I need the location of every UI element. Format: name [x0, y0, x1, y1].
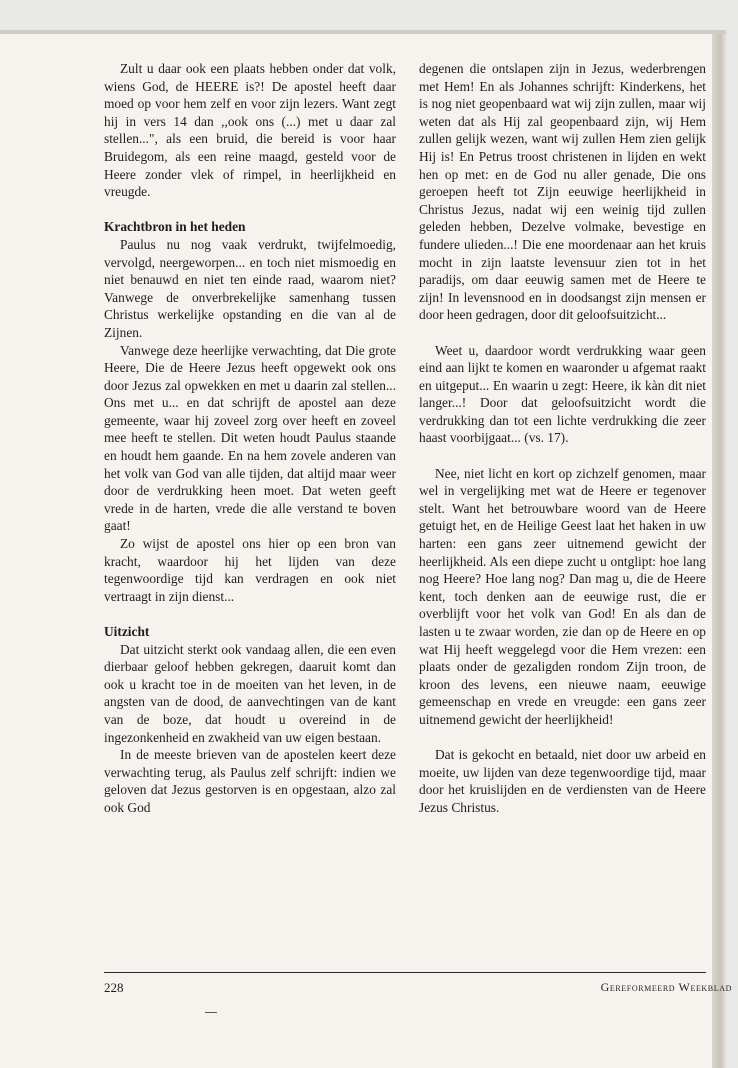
paragraph: In de meeste brieven van de apostelen keert deze verwachting terug, als Paulus zelf schrijft: indien we geloven dat Jezus gestorven is en opgestaan, alzo zal ook God — [104, 747, 396, 815]
paragraph: Weet u, daardoor wordt verdrukking waar geen eind aan lijkt te komen en waaronder u afgemat raakt en uitgeput... En waarin u zegt: Heere, ik kàn dit niet langer...! Door dat geloofsuitzicht wordt die verdrukking dan tot een lichte verdrukking die zeer haast voorbijgaat... (vs. 17). — [419, 342, 706, 446]
paragraph: Zo wijst de apostel ons hier op een bron van kracht, waardoor hij het lijden van deze tegenwoordige tijd kan verdragen en ook niet vertraagt in zijn dienst... — [104, 536, 396, 604]
page-number: 228 — [104, 980, 124, 995]
paragraph: Zult u daar ook een plaats hebben onder dat volk, wiens God, de HEERE is?! De apostel heeft daar moed op voor hem zelf en voor zijn lezers. Want zegt hij in vers 14 dan ,,ook ons (...) met u daar zal stellen...", als een bruid, die bereid is voor haar Bruidegom, als een reine maagd, gesteld voor de Heere zonder vlek of rimpel, in heerlijkheid en vreugde. — [104, 61, 396, 200]
paragraph: Nee, niet licht en kort op zichzelf genomen, maar wel in vergelijking met wat de Heere er tegenover stelt. Want het betrouwbare woord van de Heere getuigt het, en de Heilige Geest laat het haken in uw harten: een gans zeer uitnemend gewicht der heerlijkheid. Als een diepe zucht u ontglipt: hoe lang nog Heere? Hoe lang nog? Dan mag u, die de Heere kent, toch denken aan de eeuwige rust, die er overblijft voor het volk van God! En als dan de lasten u te zwaar worden, zie dan op de Heere en op wat Hij heeft weggelegd voor die Hem vrezen: een plaats onder de gezaligden rondom Zijn troon, de kroon des levens, een nieuwe naam, eeuwige gemeenschap en vrede en vreugde: een gans zeer uitnemend gewicht der heerlijkheid! — [419, 465, 706, 727]
page-edge — [712, 34, 726, 1068]
paragraph: Vanwege deze heerlijke verwachting, dat Die grote Heere, Die de Heere Jezus heeft opgewekt ook ons door Jezus zal opwekken en met u daarin zal stellen... Ons met u... en dat schrijft de apostel aan deze gemeente, waar hij zoveel zorg over heeft en zoveel mee heeft te stellen. Dit weten houdt Paulus staande en houdt hem gaande. En na hem zovele anderen van het volk van God van alle tijden, dat altijd maar weer door de verdrukking heen moet. Dat weten geeft vrede in de harten, vrede die alle verstand te boven gaat! — [104, 342, 396, 534]
section-heading-krachtbron: Krachtbron in het heden — [104, 219, 246, 235]
left-column — [104, 60, 396, 817]
footer-rule — [104, 972, 706, 973]
printer-mark — [205, 1012, 217, 1013]
right-column — [419, 60, 706, 817]
running-title: Gereformeerd Weekblad — [600, 980, 732, 994]
paragraph: Dat uitzicht sterkt ook vandaag allen, die een even dierbaar geloof hebben gekregen, daaruit komt dan ook u kracht toe in de moeiten van het leven, in de angsten van de dood, de aanvechtingen van de kant van de boze, dat houdt u overeind in de ingezonkenheid en zwakheid van uw eigen bestaan. — [104, 641, 396, 745]
paragraph: Dat is gekocht en betaald, niet door uw arbeid en moeite, uw lijden van deze tegenwoordige tijd, maar door het kruislijden en de verdiensten van de Heere Jezus Christus. — [419, 747, 706, 815]
section-heading-uitzicht: Uitzicht — [104, 624, 150, 639]
paragraph: Paulus nu nog vaak verdrukt, twijfelmoedig, vervolgd, neergeworpen... en toch niet mismoedig en niet benauwd en niet ten einde raad, waarom niet? Vanwege de onverbrekelijke samenhang tussen Christus werkelijke opstanding en die van al de Zijnen. — [104, 236, 396, 340]
paragraph: degenen die ontslapen zijn in Jezus, wederbrengen met Hem! En als Johannes schrijft: Kinderkens, het is nog niet geopenbaard wat wij zijn zullen, maar wij weten dat als Hij zal geopenbaard zijn, wij Hem zullen gelijk wezen, want wij zullen Hem zien gelijk Hij is! En Petrus troost christenen in lijden en wekt hen op met: en de God nu aller genade, Die ons geroepen heeft tot Zijn eeuwige heerlijkheid in Christus Jezus, nadat wij een weinig tijd zullen geleden hebben, Dezelve volmake, bevestige en fundere ulieden...! Die ene moordenaar aan het kruis mocht in zijn laatste levensuur zien tot in het paradijs, om daar eeuwig samen met de Heere te zijn! In levensnood en in doodsangst zijn mensen er door heen gedragen, door dit geloofsuitzicht... — [419, 61, 706, 323]
